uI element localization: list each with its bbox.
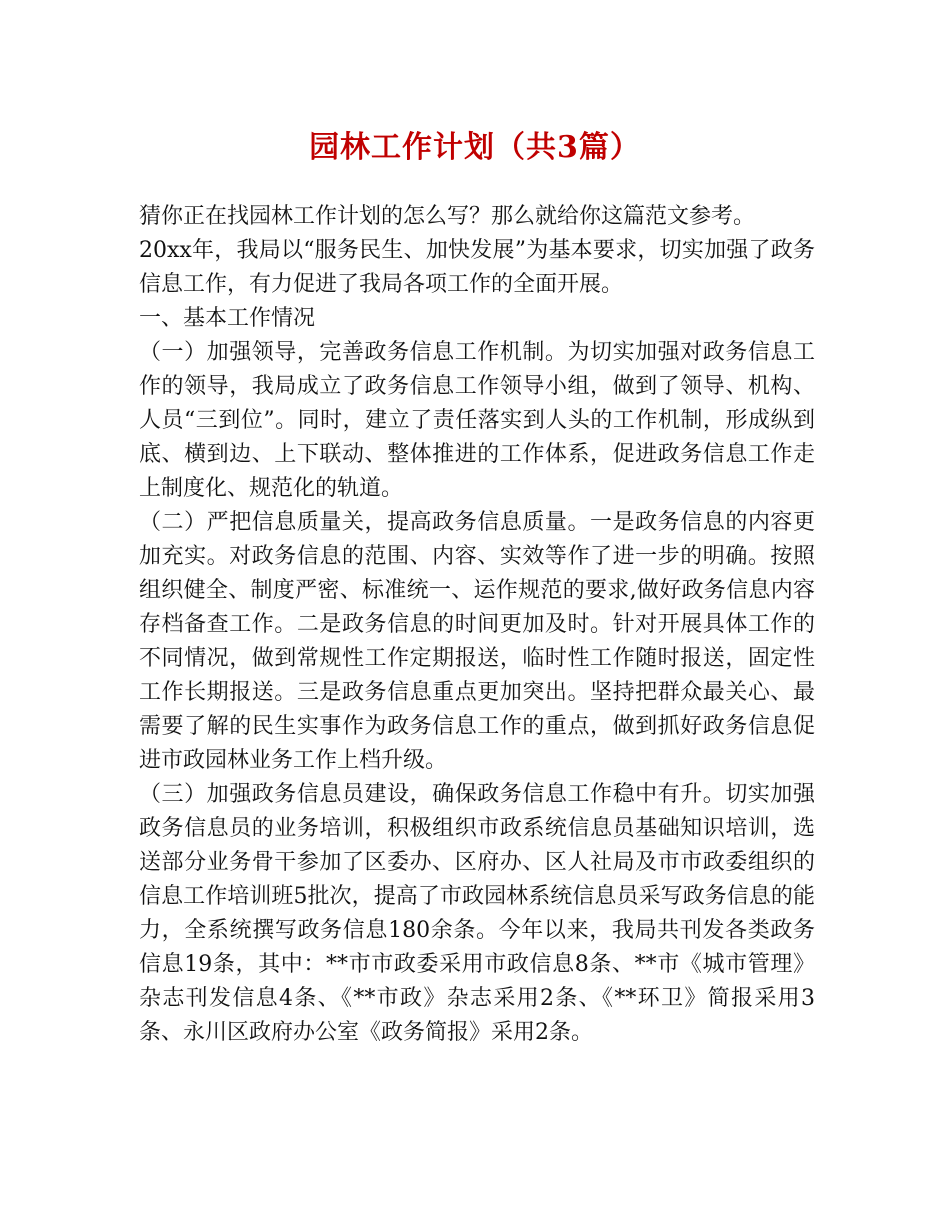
document-body: [139, 200, 815, 1050]
section-3-paragraph: （三）加强政务信息员建设，确保政务信息工作稳中有升。切实加强政务信息员的业务培训，积极组织市政系统信息员基础知识培训，选送部分业务骨干参加了区委办、区府办、区人社局及市市政委组织的信息工作培训班5批次，提高了市政园林系统信息员采写政务信息的能力，全系统撰写政务信息180余条。今年以来，我局共刊发各类政务信息19条，其中：**市市政委采用市政信息8条、**市《城市管理》杂志刊发信息4条、《**市政》杂志采用2条、《**环卫》简报采用3条、永川区政府办公室《政务简报》采用2条。: [139, 782, 815, 1045]
intro-paragraph: 猜你正在找园林工作计划的怎么写？那么就给你这篇范文参考。: [139, 204, 756, 229]
section-heading: 一、基本工作情况: [139, 306, 316, 331]
document-title: 园林工作计划（共3篇）: [309, 130, 641, 165]
section-1-paragraph: （一）加强领导，完善政务信息工作机制。为切实加强对政务信息工作的领导，我局成立了政务信息工作领导小组，做到了领导、机构、人员“三到位”。同时，建立了责任落实到人头的工作机制，形成纵到底、横到边、上下联动、整体推进的工作体系，促进政务信息工作走上制度化、规范化的轨道。: [139, 340, 815, 501]
section-2-paragraph: （二）严把信息质量关，提高政务信息质量。一是政务信息的内容更加充实。对政务信息的范围、内容、实效等作了进一步的明确。按照组织健全、制度严密、标准统一、运作规范的要求,做好政务信息内容存档备查工作。二是政务信息的时间更加及时。针对开展具体工作的不同情况，做到常规性工作定期报送，临时性工作随时报送，固定性工作长期报送。三是政务信息重点更加突出。坚持把群众最关心、最需要了解的民生实事作为政务信息工作的重点，做到抓好政务信息促进市政园林业务工作上档升级。: [139, 510, 815, 773]
overview-paragraph: 20xx年，我局以“服务民生、加快发展”为基本要求，切实加强了政务信息工作，有力促进了我局各项工作的全面开展。: [139, 238, 815, 297]
